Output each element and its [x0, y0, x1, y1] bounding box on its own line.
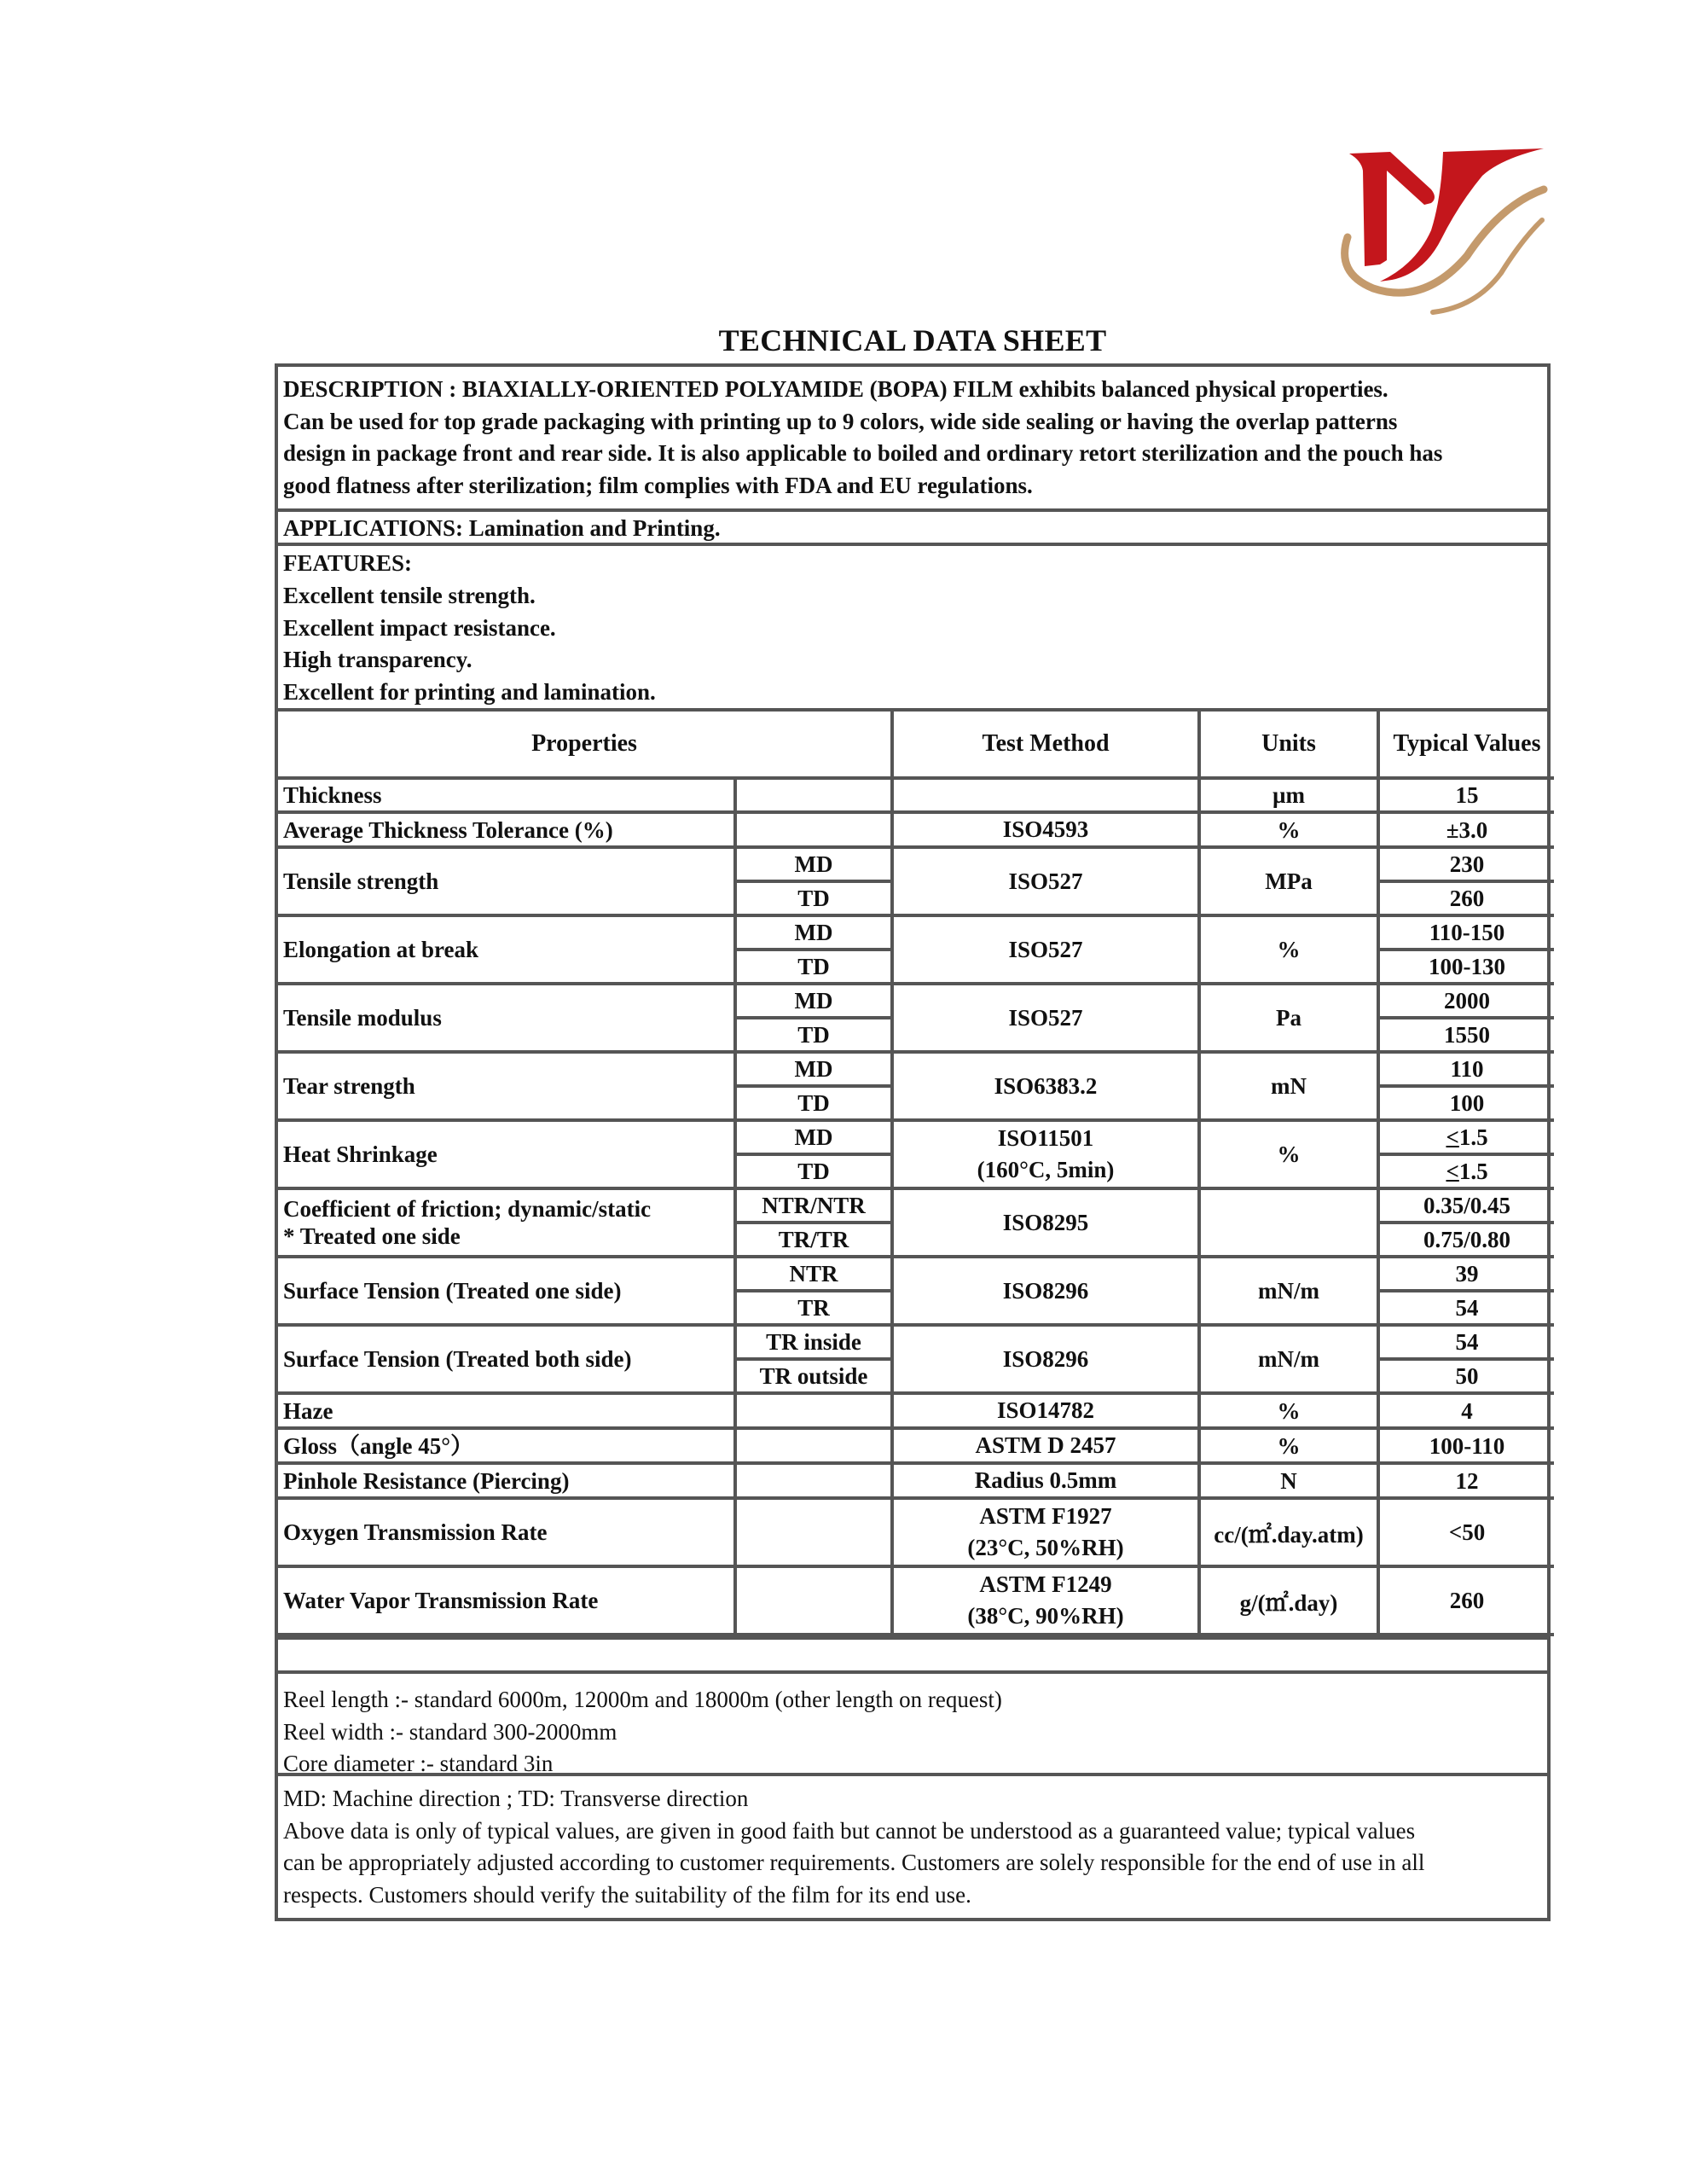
property-name: Haze — [278, 1393, 735, 1428]
typical-value-cell — [1378, 1018, 1554, 1052]
test-method-cell — [892, 915, 1199, 984]
typical-value-cell: 260 — [1378, 1566, 1554, 1635]
property-label: Heat Shrinkage — [283, 1141, 438, 1167]
property-label: Surface Tension (Treated both side) — [283, 1346, 632, 1372]
direction-cell: NTR — [735, 1257, 892, 1291]
description-line: design in package front and rear side. It is also applicable to boiled and ordinary retort sterilization and the pouch has — [283, 440, 1443, 466]
applications-section — [278, 512, 1547, 546]
direction-cell: MD — [735, 984, 892, 1018]
test-condition: (23°C, 50%RH) — [967, 1535, 1124, 1560]
units-cell: % — [1199, 915, 1378, 984]
disclaimer-line: can be appropriately adjusted according to customer requirements. Customers are solely responsible for the end of use in all — [283, 1850, 1425, 1875]
page-title: TECHNICAL DATA SHEET — [718, 323, 1107, 357]
property-label: Tensile strength — [283, 868, 439, 894]
property-name — [278, 847, 735, 915]
test-method-cell — [892, 778, 1199, 812]
typical-value-cell: 4 — [1378, 1393, 1554, 1428]
units-cell: % — [1199, 1393, 1378, 1428]
property-name — [278, 1052, 735, 1120]
direction-cell: TD — [735, 881, 892, 915]
direction-cell — [735, 1498, 892, 1566]
typical-value-cell — [1378, 1291, 1554, 1325]
typical-value: 100-130 — [1429, 954, 1506, 979]
units-cell: % — [1199, 812, 1378, 847]
typical-value: 260 — [1449, 886, 1485, 911]
table-header-row — [278, 712, 1554, 778]
test-method-cell — [892, 847, 1199, 915]
test-method-cell — [892, 1257, 1199, 1325]
typical-value-cell: <50 — [1378, 1498, 1554, 1566]
property-name — [278, 1325, 735, 1393]
typical-value-cell — [1378, 1257, 1554, 1291]
units-cell: mN/m — [1199, 1257, 1378, 1325]
test-method: ASTM D 2457 — [975, 1432, 1116, 1458]
data-sheet — [275, 363, 1551, 1921]
test-method-cell — [892, 1188, 1199, 1257]
reel-info-line: Core diameter :- standard 3in — [283, 1751, 554, 1776]
less-equal-sign: < — [1446, 1124, 1459, 1150]
test-method-cell — [892, 1120, 1199, 1188]
test-method: ISO8296 — [1002, 1277, 1089, 1304]
typical-value-cell — [1378, 1325, 1554, 1359]
property-name — [278, 1257, 735, 1325]
test-condition: (38°C, 90%RH) — [967, 1603, 1124, 1629]
test-method-cell — [892, 1393, 1199, 1428]
test-method-cell — [892, 984, 1199, 1052]
units-cell: mN — [1199, 1052, 1378, 1120]
property-label: Elongation at break — [283, 937, 479, 962]
reel-info-line: Reel length :- standard 6000m, 12000m and 18000m (other length on request) — [283, 1687, 1002, 1712]
property-name: Oxygen Transmission Rate — [278, 1498, 735, 1566]
description-line: Can be used for top grade packaging with printing up to 9 colors, wide side sealing or having the overlap patterns — [283, 408, 1398, 434]
typical-value-cell — [1378, 915, 1554, 950]
direction-cell: MD — [735, 1120, 892, 1154]
table-row — [278, 1120, 1554, 1154]
units-cell: N — [1199, 1463, 1378, 1498]
logo-red-mark — [1349, 148, 1544, 282]
test-method: ISO14782 — [997, 1397, 1095, 1423]
direction-cell — [735, 778, 892, 812]
table-row — [278, 1188, 1554, 1223]
test-method-cell — [892, 1566, 1199, 1635]
typical-value: 0.35/0.45 — [1423, 1193, 1511, 1218]
typical-value-cell — [1378, 984, 1554, 1018]
property-label: Tensile modulus — [283, 1005, 442, 1031]
test-method: ISO11501 — [997, 1125, 1094, 1151]
table-row — [278, 1393, 1554, 1428]
direction-cell — [735, 1393, 892, 1428]
typical-value: 1.5 — [1458, 1124, 1488, 1150]
typical-value-cell — [1378, 1154, 1554, 1188]
test-method: ISO8295 — [1002, 1209, 1089, 1235]
feature-item: Excellent impact resistance. — [283, 614, 556, 641]
description-line: good flatness after sterilization; film complies with FDA and EU regulations. — [283, 472, 1033, 498]
typical-value-cell — [1378, 1052, 1554, 1086]
typical-value-cell — [1378, 1086, 1554, 1120]
property-label: Tear strength — [283, 1073, 415, 1099]
test-method: ISO527 — [1008, 936, 1083, 962]
test-method: ISO6383.2 — [994, 1072, 1098, 1099]
typical-value-cell — [1378, 950, 1554, 984]
typical-value-cell: ±3.0 — [1378, 812, 1554, 847]
typical-value: 54 — [1455, 1329, 1479, 1355]
direction-cell: TR inside — [735, 1325, 892, 1359]
feature-item: High transparency. — [283, 647, 472, 673]
property-name — [278, 1188, 735, 1257]
disclaimer-line: Above data is only of typical values, are given in good faith but cannot be understood as a guaranteed value; typical values — [283, 1817, 1416, 1844]
less-equal-sign: < — [1446, 1159, 1459, 1184]
direction-cell: TR/TR — [735, 1223, 892, 1257]
typical-value: 1550 — [1444, 1022, 1491, 1048]
typical-value-cell — [1378, 847, 1554, 881]
typical-value: 50 — [1455, 1363, 1479, 1389]
property-name: Water Vapor Transmission Rate — [278, 1566, 735, 1635]
header-test-method: Test Method — [892, 712, 1199, 778]
table-row — [278, 812, 1554, 847]
direction-cell — [735, 1428, 892, 1463]
typical-value: 100 — [1449, 1090, 1485, 1116]
table-row — [278, 1257, 1554, 1291]
typical-value: 2000 — [1444, 988, 1491, 1014]
typical-value-cell — [1378, 1359, 1554, 1393]
typical-value: 110-150 — [1429, 920, 1505, 945]
units-cell: % — [1199, 1120, 1378, 1188]
direction-cell: TD — [735, 1018, 892, 1052]
direction-cell: NTR/NTR — [735, 1188, 892, 1223]
table-row — [278, 1566, 1554, 1635]
description-section — [278, 367, 1547, 512]
header-properties: Properties — [278, 712, 892, 778]
typical-value-cell — [1378, 881, 1554, 915]
direction-cell — [735, 812, 892, 847]
table-row — [278, 1052, 1554, 1086]
test-method: ISO4593 — [1002, 816, 1089, 842]
table-body — [278, 778, 1554, 1635]
empty-row — [278, 1636, 1547, 1670]
direction-cell: TD — [735, 1086, 892, 1120]
property-label: Surface Tension (Treated one side) — [283, 1278, 622, 1304]
test-method-cell — [892, 1498, 1199, 1566]
units-cell: cc/(㎡.day.atm) — [1199, 1498, 1378, 1566]
property-note: * Treated one side — [283, 1223, 461, 1249]
typical-value: 54 — [1455, 1295, 1479, 1321]
disclaimer-section — [278, 1773, 1547, 1918]
typical-value: 39 — [1455, 1261, 1479, 1287]
typical-value: 110 — [1450, 1056, 1484, 1082]
features-heading: FEATURES: — [283, 550, 413, 576]
typical-value-cell: 12 — [1378, 1463, 1554, 1498]
typical-value: 230 — [1449, 851, 1485, 877]
direction-cell — [735, 1566, 892, 1635]
units-cell — [1199, 1188, 1378, 1257]
typical-value-cell: 100-110 — [1378, 1428, 1554, 1463]
units-cell: g/(㎡.day) — [1199, 1566, 1378, 1635]
test-method-cell — [892, 1052, 1199, 1120]
table-row — [278, 1498, 1554, 1566]
direction-cell: MD — [735, 847, 892, 881]
table-row — [278, 847, 1554, 881]
test-method: Radius 0.5mm — [974, 1467, 1117, 1493]
typical-value-cell — [1378, 1120, 1554, 1154]
typical-value: 1.5 — [1458, 1159, 1488, 1184]
direction-cell: TR — [735, 1291, 892, 1325]
units-cell: MPa — [1199, 847, 1378, 915]
test-method-cell — [892, 812, 1199, 847]
units-cell: µm — [1199, 778, 1378, 812]
properties-table — [278, 712, 1554, 1636]
property-name — [278, 1120, 735, 1188]
test-method: ISO527 — [1008, 868, 1083, 894]
disclaimer-line: MD: Machine direction ; TD: Transverse direction — [283, 1786, 749, 1811]
typical-value-cell — [1378, 1223, 1554, 1257]
reel-info-section — [278, 1670, 1547, 1776]
test-method-cell — [892, 1325, 1199, 1393]
test-method: ISO8296 — [1002, 1345, 1089, 1372]
typical-value-cell: 15 — [1378, 778, 1554, 812]
direction-cell: TD — [735, 1154, 892, 1188]
direction-cell: TR outside — [735, 1359, 892, 1393]
direction-cell: MD — [735, 915, 892, 950]
units-cell: mN/m — [1199, 1325, 1378, 1393]
units-cell: % — [1199, 1428, 1378, 1463]
table-row — [278, 984, 1554, 1018]
property-name: Thickness — [278, 778, 735, 812]
disclaimer-line: respects. Customers should verify the suitability of the film for its end use. — [283, 1881, 971, 1908]
property-label: Coefficient of friction; dynamic/static — [283, 1196, 652, 1222]
test-method: ASTM F1927 — [979, 1503, 1112, 1529]
property-name: Average Thickness Tolerance (%) — [278, 812, 735, 847]
typical-value: 0.75/0.80 — [1423, 1227, 1511, 1252]
direction-cell: MD — [735, 1052, 892, 1086]
table-row — [278, 915, 1554, 950]
table-row — [278, 1463, 1554, 1498]
property-name: Gloss（angle 45°） — [278, 1428, 735, 1463]
table-row — [278, 1428, 1554, 1463]
description-line: DESCRIPTION : BIAXIALLY-ORIENTED POLYAMIDE (BOPA) FILM exhibits balanced physical properties. — [283, 376, 1388, 402]
direction-cell: TD — [735, 950, 892, 984]
feature-item: Excellent tensile strength. — [283, 582, 536, 608]
reel-info-line: Reel width :- standard 300-2000mm — [283, 1718, 617, 1745]
features-section — [278, 546, 1547, 712]
company-logo — [1330, 145, 1561, 316]
header-units: Units — [1199, 712, 1378, 778]
test-method: ISO527 — [1008, 1004, 1083, 1031]
test-method: ASTM F1249 — [979, 1571, 1112, 1597]
test-condition: (160°C, 5min) — [977, 1157, 1115, 1182]
applications-text: APPLICATIONS: Lamination and Printing. — [283, 515, 721, 541]
test-method-cell — [892, 1428, 1199, 1463]
direction-cell — [735, 1463, 892, 1498]
test-method-cell — [892, 1463, 1199, 1498]
units-cell: Pa — [1199, 984, 1378, 1052]
typical-value-cell — [1378, 1188, 1554, 1223]
feature-item: Excellent for printing and lamination. — [283, 679, 656, 706]
table-row — [278, 1325, 1554, 1359]
header-typical-values: Typical Values — [1378, 712, 1554, 778]
table-row — [278, 778, 1554, 812]
property-name: Pinhole Resistance (Piercing) — [278, 1463, 735, 1498]
property-name — [278, 984, 735, 1052]
property-name — [278, 915, 735, 984]
